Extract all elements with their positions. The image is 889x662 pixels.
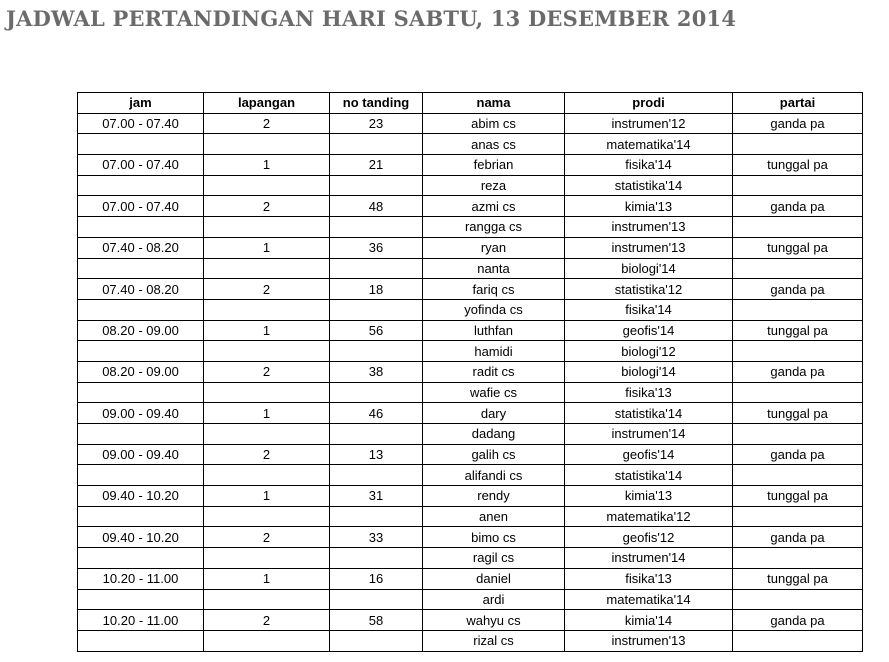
partai-cell xyxy=(733,134,863,155)
no-tanding-cell xyxy=(330,175,423,196)
lapangan-cell: 2 xyxy=(204,279,330,300)
table-row xyxy=(78,610,863,631)
table-row xyxy=(78,403,863,424)
partai-cell: ganda pa xyxy=(733,279,863,300)
table-row xyxy=(78,134,863,155)
no-tanding-cell: 38 xyxy=(330,361,423,382)
partai-cell xyxy=(733,465,863,486)
nama-cell: hamidi xyxy=(423,341,565,362)
table-row xyxy=(78,527,863,548)
lapangan-cell: 2 xyxy=(204,361,330,382)
jam-cell xyxy=(78,341,204,362)
lapangan-cell xyxy=(204,258,330,279)
page-title: JADWAL PERTANDINGAN HARI SABTU, 13 DESEMBER 2014 xyxy=(6,6,737,31)
nama-cell: nanta xyxy=(423,258,565,279)
partai-cell xyxy=(733,299,863,320)
column-header-no-tanding: no tanding xyxy=(330,93,423,114)
column-header-nama: nama xyxy=(423,93,565,114)
nama-cell: azmi cs xyxy=(423,196,565,217)
table-row xyxy=(78,548,863,569)
jam-cell: 07.40 - 08.20 xyxy=(78,279,204,300)
table-row xyxy=(78,361,863,382)
no-tanding-cell xyxy=(330,299,423,320)
prodi-cell: fisika'14 xyxy=(565,155,733,176)
partai-cell xyxy=(733,630,863,651)
lapangan-cell xyxy=(204,175,330,196)
lapangan-cell xyxy=(204,217,330,238)
no-tanding-cell: 48 xyxy=(330,196,423,217)
lapangan-cell xyxy=(204,630,330,651)
no-tanding-cell xyxy=(330,465,423,486)
nama-cell: wahyu cs xyxy=(423,610,565,631)
jam-cell: 07.40 - 08.20 xyxy=(78,237,204,258)
prodi-cell: biologi'12 xyxy=(565,341,733,362)
partai-cell: tunggal pa xyxy=(733,486,863,507)
partai-cell xyxy=(733,548,863,569)
partai-cell xyxy=(733,341,863,362)
column-header-lapangan: lapangan xyxy=(204,93,330,114)
partai-cell xyxy=(733,589,863,610)
jam-cell: 09.40 - 10.20 xyxy=(78,527,204,548)
nama-cell: anas cs xyxy=(423,134,565,155)
table-row xyxy=(78,630,863,651)
lapangan-cell: 1 xyxy=(204,155,330,176)
prodi-cell: geofis'12 xyxy=(565,527,733,548)
jam-cell: 10.20 - 11.00 xyxy=(78,610,204,631)
no-tanding-cell: 46 xyxy=(330,403,423,424)
no-tanding-cell xyxy=(330,424,423,445)
nama-cell: wafie cs xyxy=(423,382,565,403)
table-row xyxy=(78,196,863,217)
jam-cell xyxy=(78,134,204,155)
no-tanding-cell xyxy=(330,589,423,610)
lapangan-cell: 1 xyxy=(204,237,330,258)
lapangan-cell: 2 xyxy=(204,527,330,548)
lapangan-cell xyxy=(204,382,330,403)
lapangan-cell: 1 xyxy=(204,320,330,341)
jam-cell xyxy=(78,424,204,445)
prodi-cell: fisika'13 xyxy=(565,568,733,589)
partai-cell: ganda pa xyxy=(733,527,863,548)
lapangan-cell xyxy=(204,299,330,320)
jam-cell: 07.00 - 07.40 xyxy=(78,113,204,134)
table-row xyxy=(78,113,863,134)
partai-cell: ganda pa xyxy=(733,444,863,465)
no-tanding-cell: 18 xyxy=(330,279,423,300)
partai-cell: ganda pa xyxy=(733,113,863,134)
partai-cell xyxy=(733,382,863,403)
table-row xyxy=(78,320,863,341)
no-tanding-cell: 36 xyxy=(330,237,423,258)
lapangan-cell: 1 xyxy=(204,568,330,589)
table-body xyxy=(78,113,863,651)
nama-cell: dary xyxy=(423,403,565,424)
nama-cell: daniel xyxy=(423,568,565,589)
nama-cell: abim cs xyxy=(423,113,565,134)
table-row xyxy=(78,486,863,507)
jam-cell: 07.00 - 07.40 xyxy=(78,196,204,217)
prodi-cell: fisika'13 xyxy=(565,382,733,403)
partai-cell xyxy=(733,217,863,238)
table-row xyxy=(78,444,863,465)
jam-cell: 08.20 - 09.00 xyxy=(78,361,204,382)
partai-cell: tunggal pa xyxy=(733,320,863,341)
prodi-cell: instrumen'12 xyxy=(565,113,733,134)
table-row xyxy=(78,568,863,589)
nama-cell: ragil cs xyxy=(423,548,565,569)
prodi-cell: matematika'14 xyxy=(565,589,733,610)
table-header xyxy=(78,93,863,114)
jam-cell: 07.00 - 07.40 xyxy=(78,155,204,176)
lapangan-cell xyxy=(204,589,330,610)
lapangan-cell: 1 xyxy=(204,486,330,507)
no-tanding-cell xyxy=(330,217,423,238)
column-header-jam: jam xyxy=(78,93,204,114)
prodi-cell: geofis'14 xyxy=(565,444,733,465)
prodi-cell: instrumen'13 xyxy=(565,630,733,651)
no-tanding-cell xyxy=(330,506,423,527)
nama-cell: bimo cs xyxy=(423,527,565,548)
partai-cell xyxy=(733,175,863,196)
jam-cell: 08.20 - 09.00 xyxy=(78,320,204,341)
lapangan-cell xyxy=(204,465,330,486)
nama-cell: yofinda cs xyxy=(423,299,565,320)
no-tanding-cell xyxy=(330,630,423,651)
lapangan-cell: 2 xyxy=(204,196,330,217)
prodi-cell: geofis'14 xyxy=(565,320,733,341)
prodi-cell: matematika'14 xyxy=(565,134,733,155)
partai-cell xyxy=(733,258,863,279)
jam-cell xyxy=(78,589,204,610)
no-tanding-cell xyxy=(330,258,423,279)
table-row xyxy=(78,299,863,320)
no-tanding-cell: 33 xyxy=(330,527,423,548)
partai-cell: ganda pa xyxy=(733,196,863,217)
prodi-cell: instrumen'14 xyxy=(565,548,733,569)
prodi-cell: kimia'13 xyxy=(565,486,733,507)
lapangan-cell xyxy=(204,506,330,527)
jam-cell xyxy=(78,630,204,651)
partai-cell xyxy=(733,506,863,527)
nama-cell: galih cs xyxy=(423,444,565,465)
prodi-cell: kimia'13 xyxy=(565,196,733,217)
table-row xyxy=(78,589,863,610)
schedule-table xyxy=(77,92,863,652)
lapangan-cell: 2 xyxy=(204,113,330,134)
table-row xyxy=(78,341,863,362)
nama-cell: alifandi cs xyxy=(423,465,565,486)
column-header-partai: partai xyxy=(733,93,863,114)
no-tanding-cell xyxy=(330,341,423,362)
partai-cell: ganda pa xyxy=(733,610,863,631)
table-row xyxy=(78,424,863,445)
no-tanding-cell: 58 xyxy=(330,610,423,631)
jam-cell xyxy=(78,382,204,403)
table-row xyxy=(78,217,863,238)
lapangan-cell xyxy=(204,134,330,155)
partai-cell xyxy=(733,424,863,445)
no-tanding-cell xyxy=(330,382,423,403)
nama-cell: rizal cs xyxy=(423,630,565,651)
jam-cell: 10.20 - 11.00 xyxy=(78,568,204,589)
no-tanding-cell: 56 xyxy=(330,320,423,341)
no-tanding-cell: 31 xyxy=(330,486,423,507)
jam-cell xyxy=(78,299,204,320)
table-row xyxy=(78,175,863,196)
nama-cell: anen xyxy=(423,506,565,527)
prodi-cell: statistika'14 xyxy=(565,465,733,486)
jam-cell xyxy=(78,258,204,279)
prodi-cell: biologi'14 xyxy=(565,361,733,382)
jam-cell xyxy=(78,506,204,527)
nama-cell: reza xyxy=(423,175,565,196)
no-tanding-cell: 23 xyxy=(330,113,423,134)
partai-cell: tunggal pa xyxy=(733,403,863,424)
header-row xyxy=(78,93,863,114)
column-header-prodi: prodi xyxy=(565,93,733,114)
nama-cell: fariq cs xyxy=(423,279,565,300)
lapangan-cell: 2 xyxy=(204,444,330,465)
prodi-cell: matematika'12 xyxy=(565,506,733,527)
lapangan-cell: 2 xyxy=(204,610,330,631)
nama-cell: ryan xyxy=(423,237,565,258)
table-row xyxy=(78,506,863,527)
jam-cell xyxy=(78,217,204,238)
no-tanding-cell: 21 xyxy=(330,155,423,176)
nama-cell: rangga cs xyxy=(423,217,565,238)
nama-cell: rendy xyxy=(423,486,565,507)
lapangan-cell xyxy=(204,548,330,569)
prodi-cell: statistika'12 xyxy=(565,279,733,300)
table-row xyxy=(78,382,863,403)
partai-cell: ganda pa xyxy=(733,361,863,382)
lapangan-cell: 1 xyxy=(204,403,330,424)
table-row xyxy=(78,258,863,279)
jam-cell xyxy=(78,175,204,196)
table-row xyxy=(78,155,863,176)
prodi-cell: instrumen'13 xyxy=(565,217,733,238)
nama-cell: radit cs xyxy=(423,361,565,382)
nama-cell: febrian xyxy=(423,155,565,176)
jam-cell: 09.00 - 09.40 xyxy=(78,403,204,424)
no-tanding-cell xyxy=(330,134,423,155)
prodi-cell: instrumen'14 xyxy=(565,424,733,445)
no-tanding-cell xyxy=(330,548,423,569)
table-row xyxy=(78,279,863,300)
table-row xyxy=(78,465,863,486)
prodi-cell: fisika'14 xyxy=(565,299,733,320)
prodi-cell: kimia'14 xyxy=(565,610,733,631)
jam-cell: 09.40 - 10.20 xyxy=(78,486,204,507)
prodi-cell: statistika'14 xyxy=(565,175,733,196)
partai-cell: tunggal pa xyxy=(733,237,863,258)
prodi-cell: biologi'14 xyxy=(565,258,733,279)
no-tanding-cell: 13 xyxy=(330,444,423,465)
jam-cell xyxy=(78,548,204,569)
nama-cell: luthfan xyxy=(423,320,565,341)
nama-cell: dadang xyxy=(423,424,565,445)
partai-cell: tunggal pa xyxy=(733,155,863,176)
lapangan-cell xyxy=(204,424,330,445)
no-tanding-cell: 16 xyxy=(330,568,423,589)
table-row xyxy=(78,237,863,258)
jam-cell xyxy=(78,465,204,486)
lapangan-cell xyxy=(204,341,330,362)
jam-cell: 09.00 - 09.40 xyxy=(78,444,204,465)
partai-cell: tunggal pa xyxy=(733,568,863,589)
nama-cell: ardi xyxy=(423,589,565,610)
prodi-cell: instrumen'13 xyxy=(565,237,733,258)
prodi-cell: statistika'14 xyxy=(565,403,733,424)
